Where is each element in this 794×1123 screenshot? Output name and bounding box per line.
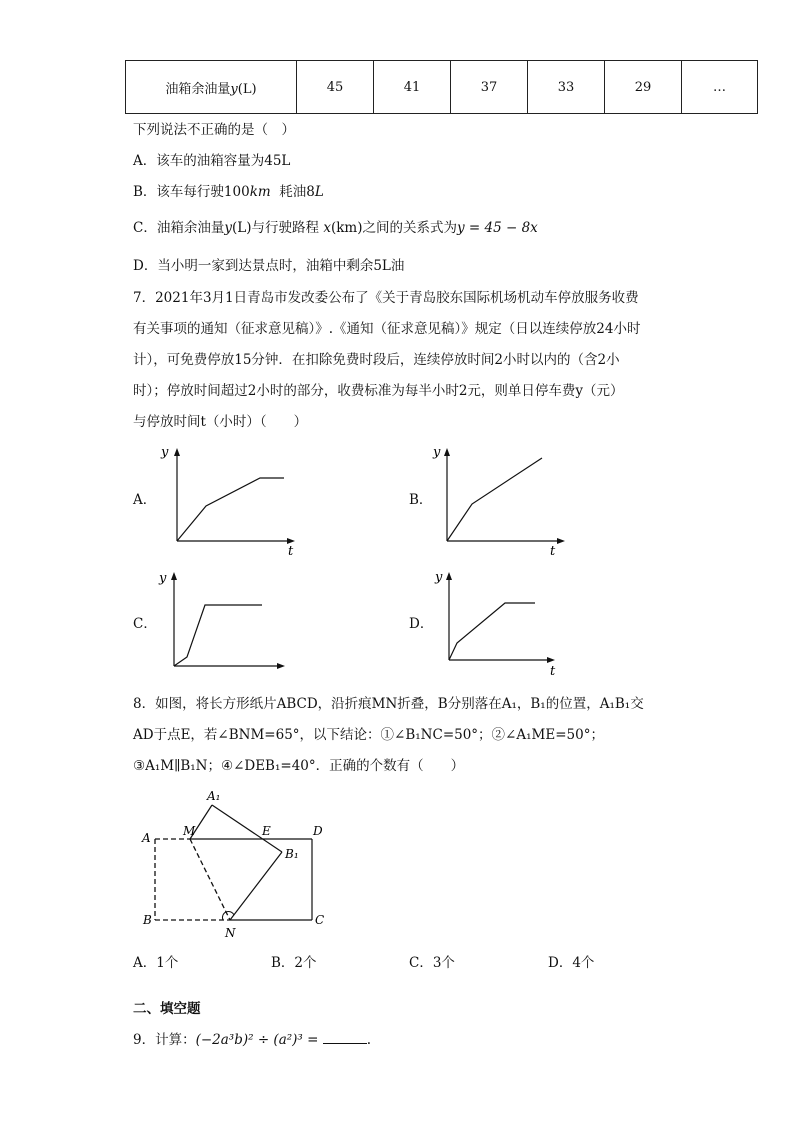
q7-line: 有关事项的通知（征求意见稿）》.《通知（征求意见稿）》规定（日以连续停放24小时 [133, 321, 641, 337]
q6-option-b-unit: km [249, 184, 271, 200]
q7-choice-a-letter[interactable]: A． [133, 492, 157, 508]
label-a: A [142, 831, 151, 845]
fold-line-mn [190, 839, 230, 920]
q6-question: 下列说法不正确的是（ ） [133, 122, 295, 138]
q7-graph-a[interactable] [160, 440, 300, 560]
q6-option-a-text: 该车的油箱容量为45L [156, 153, 291, 169]
q8-fold-figure [135, 785, 345, 945]
q8-option-a[interactable]: A．1个 [133, 955, 179, 971]
graph-line [177, 478, 284, 541]
q8-option-d[interactable]: D．4个 [548, 955, 595, 971]
q9-end: . [366, 1032, 372, 1048]
q9 [133, 1030, 371, 1050]
graph-line [174, 605, 262, 666]
q8-line: ③A₁M∥B₁N；④∠DEB₁=40°．正确的个数有（ ） [133, 758, 465, 774]
angle-arc [222, 911, 234, 920]
q7-choice-b-letter[interactable]: B． [409, 492, 433, 508]
line-b1n [230, 852, 282, 920]
q7-choice-d-letter[interactable]: D． [409, 616, 434, 632]
y-axis-arrow [444, 448, 450, 456]
label-b: B [143, 913, 152, 927]
y-axis-arrow [174, 448, 180, 456]
fuel-table-cell: 33 [528, 61, 605, 114]
line-a1b1 [212, 805, 282, 852]
q6-option-c-formula: y = 45 − 8x [456, 220, 538, 236]
label-e: E [262, 824, 271, 838]
q6-option-a-letter: A． [133, 153, 157, 169]
q7-line: 与停放时间t（小时）（ ） [133, 414, 308, 430]
graph-line [449, 603, 535, 660]
q9-prefix: 9．计算： [133, 1032, 196, 1048]
q9-expression: (−2a³b)² ÷ (a²)³ = [195, 1032, 319, 1048]
label-n: N [225, 926, 236, 940]
label-a1: A₁ [207, 789, 221, 803]
q6-option-b-tail-unit: L [314, 184, 324, 200]
q7-line: 计），可免费停放15分钟．在扣除免费时段后，连续停放时间2小时以内的（含2小 [133, 352, 620, 368]
x-axis-arrow [547, 657, 555, 663]
y-axis-arrow [171, 572, 177, 580]
label-d: D [313, 824, 323, 838]
q7-graph-c[interactable] [150, 565, 290, 680]
fuel-label-unit: L [242, 81, 252, 97]
fuel-table-cell: 37 [451, 61, 528, 114]
x-axis-arrow [277, 663, 285, 669]
y-label: y [161, 445, 169, 460]
fuel-table-cell: 41 [374, 61, 451, 114]
x-axis-arrow [557, 538, 565, 544]
q6-option-a[interactable] [133, 151, 290, 171]
section-title: 二、填空题 [133, 1001, 201, 1017]
q8-line: AD于点E，若∠BNM=65°，以下结论：①∠B₁NC=50°；②∠A₁ME=50°； [133, 727, 604, 743]
q6-option-b-tail: 耗油8 [270, 184, 315, 200]
x-label: t [550, 664, 556, 679]
q6-option-c-unit: km [336, 220, 358, 236]
x-label: t [288, 544, 294, 559]
q6-option-d[interactable] [133, 256, 404, 276]
label-b1: B₁ [285, 847, 299, 861]
q7-line: 时）；停放时间超过2小时的部分，收费标准为每半小时2元，则单日停车费y（元） [133, 383, 624, 399]
q6-option-c-unit: L [237, 220, 247, 236]
y-label: y [433, 445, 441, 460]
q6-option-c-var: x [323, 220, 331, 236]
q6-option-b-letter: B． [133, 184, 157, 200]
q7-line: 7．2021年3月1日青岛市发改委公布了《关于青岛胶东国际机场机动车停放服务收费 [133, 290, 639, 306]
q6-option-c-part: 之间的关系式为 [362, 220, 457, 236]
q6-option-b-text: 该车每行驶100 [156, 184, 250, 200]
graph-line [447, 458, 542, 541]
fuel-table-label-cell: 油箱余油量y(L) [126, 61, 297, 114]
fuel-label-var: y [230, 81, 238, 97]
y-label: y [435, 570, 443, 585]
q6-option-c[interactable]: C．油箱余油量y(L)与行驶路程 x(km)之间的关系式为y = 45 − 8x [133, 220, 538, 236]
q6-option-d-text: 当小明一家到达景点时，油箱中剩余5L油 [157, 258, 405, 274]
q6-option-c-part: 油箱余油量 [156, 220, 225, 236]
fuel-table-cell: 45 [297, 61, 374, 114]
fuel-table [125, 60, 758, 114]
q7-graph-b[interactable] [430, 440, 570, 560]
q6-option-d-letter: D． [133, 258, 158, 274]
q8-line: 8．如图，将长方形纸片ABCD，沿折痕MN折叠，B分别落在A₁，B₁的位置，A₁B₁交 [133, 696, 644, 712]
q7-graph-d[interactable] [430, 565, 570, 680]
fuel-table-cell: 29 [605, 61, 682, 114]
fuel-label: 油箱余油量 [165, 81, 231, 97]
q6-option-b[interactable] [133, 182, 324, 202]
label-c: C [315, 913, 325, 927]
q8-option-c[interactable]: C．3个 [409, 955, 455, 971]
q8-option-b[interactable]: B．2个 [271, 955, 317, 971]
fuel-table-cell: … [682, 61, 758, 114]
label-m: M [183, 824, 196, 838]
q6-option-c-part: 与行驶路程 [251, 220, 320, 236]
answer-blank[interactable] [323, 1030, 367, 1044]
q6-option-c-letter: C． [133, 220, 157, 236]
y-axis-arrow [446, 572, 452, 580]
y-label: y [159, 571, 167, 586]
q6-option-c-var: y [224, 220, 232, 236]
q7-choice-c-letter[interactable]: C． [133, 616, 157, 632]
x-label: t [550, 544, 556, 559]
